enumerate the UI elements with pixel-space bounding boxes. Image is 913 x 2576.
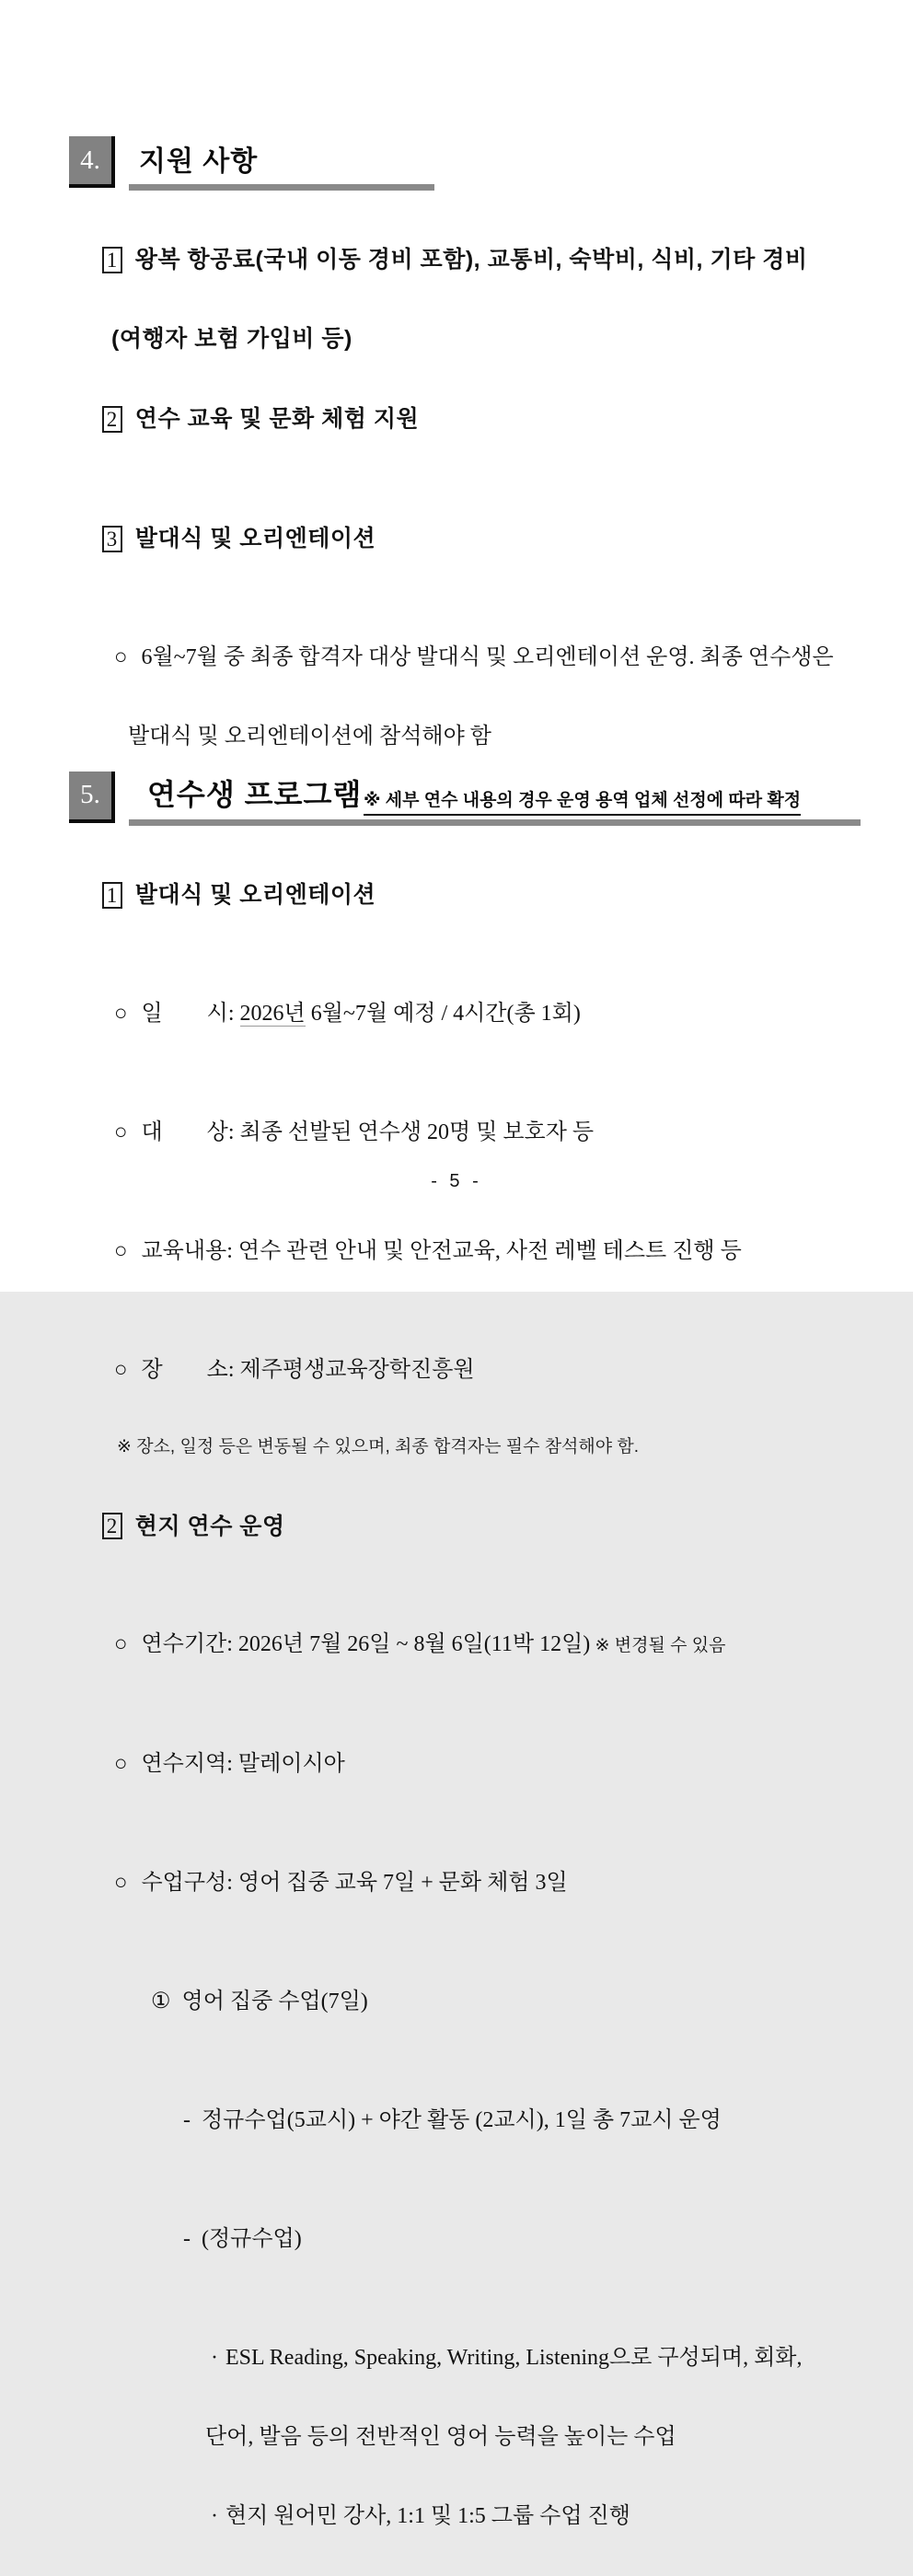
dot-line-continuation: 단어, 발음 등의 전반적인 영어 능력을 높이는 수업 — [205, 2425, 676, 2450]
dot-line — [69, 2299, 861, 2418]
circle-bullet-icon: ○ — [114, 644, 128, 669]
footnote-text: ※ 장소, 일정 등은 변동될 수 있으며, 최종 합격자는 필수 참석해야 함. — [117, 1436, 640, 1456]
bullet-line-text: 수업구성: 영어 집중 교육 7일 + 문화 체험 3일 — [141, 1871, 568, 1896]
sub-list-item — [69, 1943, 861, 2061]
list-item — [69, 200, 861, 319]
circle-bullet-icon: ○ — [114, 1357, 128, 1382]
section-underline-bar — [129, 184, 434, 191]
list-item — [69, 479, 861, 598]
bullet-line — [69, 1311, 861, 1430]
dot-line-text: 현지 원어민 강사, 1:1 및 1:5 그룹 수업 진행 — [225, 2504, 630, 2529]
dot-bullet-icon: · — [211, 2504, 218, 2529]
section-4-header — [69, 136, 861, 189]
dash-line-text: (정규수업) — [202, 2227, 302, 2252]
bullet-line — [69, 1192, 861, 1311]
circled-number-icon: ① — [151, 1990, 171, 2014]
list-item — [69, 1467, 861, 1586]
dash-bullet-icon: - — [183, 2108, 191, 2133]
circle-bullet-icon: ○ — [114, 1120, 128, 1144]
list-item-text: 연수 교육 및 문화 체험 지원 — [134, 405, 420, 432]
dot-line-text: ESL Reading, Speaking, Writing, Listening으로 구성되며, 회화, — [225, 2346, 803, 2371]
inline-note-text: ※ 변경될 수 있음 — [590, 1636, 726, 1656]
circle-bullet-icon: ○ — [114, 1752, 128, 1777]
section-note: ※ 세부 연수 내용의 경우 운영 용역 업체 선정에 따라 확정 — [364, 786, 801, 816]
bullet-line-text: 연수기간: 2026년 7월 26일 ~ 8월 6일(11박 12일) — [141, 1632, 591, 1657]
circle-bullet-icon: ○ — [114, 1871, 128, 1896]
bullet-line — [69, 1824, 861, 1943]
bullet-line-text: 장 소: 제주평생교육장학진흥원 — [141, 1357, 475, 1382]
bullet-line — [69, 1585, 861, 1705]
section-5-header — [69, 772, 861, 824]
circle-bullet-icon: ○ — [114, 1632, 128, 1657]
bullet-line-text: 교육내용: 연수 관련 안내 및 안전교육, 사전 레벨 테스트 진행 등 — [141, 1238, 742, 1263]
list-item — [69, 359, 861, 479]
bullet-line — [69, 955, 861, 1073]
section-title: 지원 사항 — [139, 146, 259, 177]
field-label: 일 시: — [141, 1001, 240, 1026]
bullet-line-text: 6월~7월 중 최종 합격자 대상 발대식 및 오리엔테이션 운영. 최종 연수생은 — [141, 644, 834, 669]
boxed-number-icon: 3 — [102, 526, 122, 552]
dot-bullet-icon: · — [211, 2346, 218, 2371]
dot-line — [69, 2457, 861, 2576]
circle-bullet-icon: ○ — [114, 1238, 128, 1263]
dash-line — [69, 2061, 861, 2180]
bullet-line — [69, 598, 861, 717]
boxed-number-icon: 2 — [102, 1513, 122, 1539]
list-item-continuation: (여행자 보험 가입비 등) — [111, 325, 352, 352]
section-number-badge: 4. — [69, 136, 115, 188]
section-title: 연수생 프로그램 — [147, 777, 363, 811]
boxed-number-icon: 2 — [102, 406, 122, 433]
page-number: - 5 - — [431, 1171, 482, 1191]
bullet-line — [69, 1705, 861, 1824]
bullet-line-continuation: 발대식 및 오리엔테이션에 참석해야 함 — [128, 724, 491, 748]
circle-bullet-icon: ○ — [114, 1001, 128, 1026]
section-gap — [69, 757, 861, 772]
list-item-text: 왕복 항공료(국내 이동 경비 포함), 교통비, 숙박비, 식비, 기타 경비 — [134, 246, 808, 273]
sub-list-item-text: 영어 집중 수업(7일) — [181, 1990, 368, 2014]
field-value: 6월~7월 예정 / 4시간(총 1회) — [305, 1001, 581, 1026]
list-item-text: 현지 연수 운영 — [134, 1513, 285, 1539]
dash-line — [69, 2180, 861, 2299]
boxed-number-icon: 1 — [102, 882, 122, 909]
bullet-line-text: 대 상: 최종 선발된 연수생 20명 및 보호자 등 — [141, 1120, 595, 1144]
section-number-badge: 5. — [69, 772, 115, 823]
list-item-text: 발대식 및 오리엔테이션 — [134, 881, 376, 908]
dash-line-text: 정규수업(5교시) + 야간 활동 (2교시), 1일 총 7교시 운영 — [202, 2108, 722, 2133]
list-item — [69, 835, 861, 955]
field-value-year: 2026년 — [239, 1001, 306, 1026]
bullet-line-text: 연수지역: 말레이시아 — [141, 1752, 345, 1777]
section-underline-bar — [129, 819, 861, 826]
boxed-number-icon: 1 — [102, 247, 122, 273]
dash-bullet-icon: - — [183, 2227, 191, 2252]
list-item-text: 발대식 및 오리엔테이션 — [134, 525, 376, 551]
